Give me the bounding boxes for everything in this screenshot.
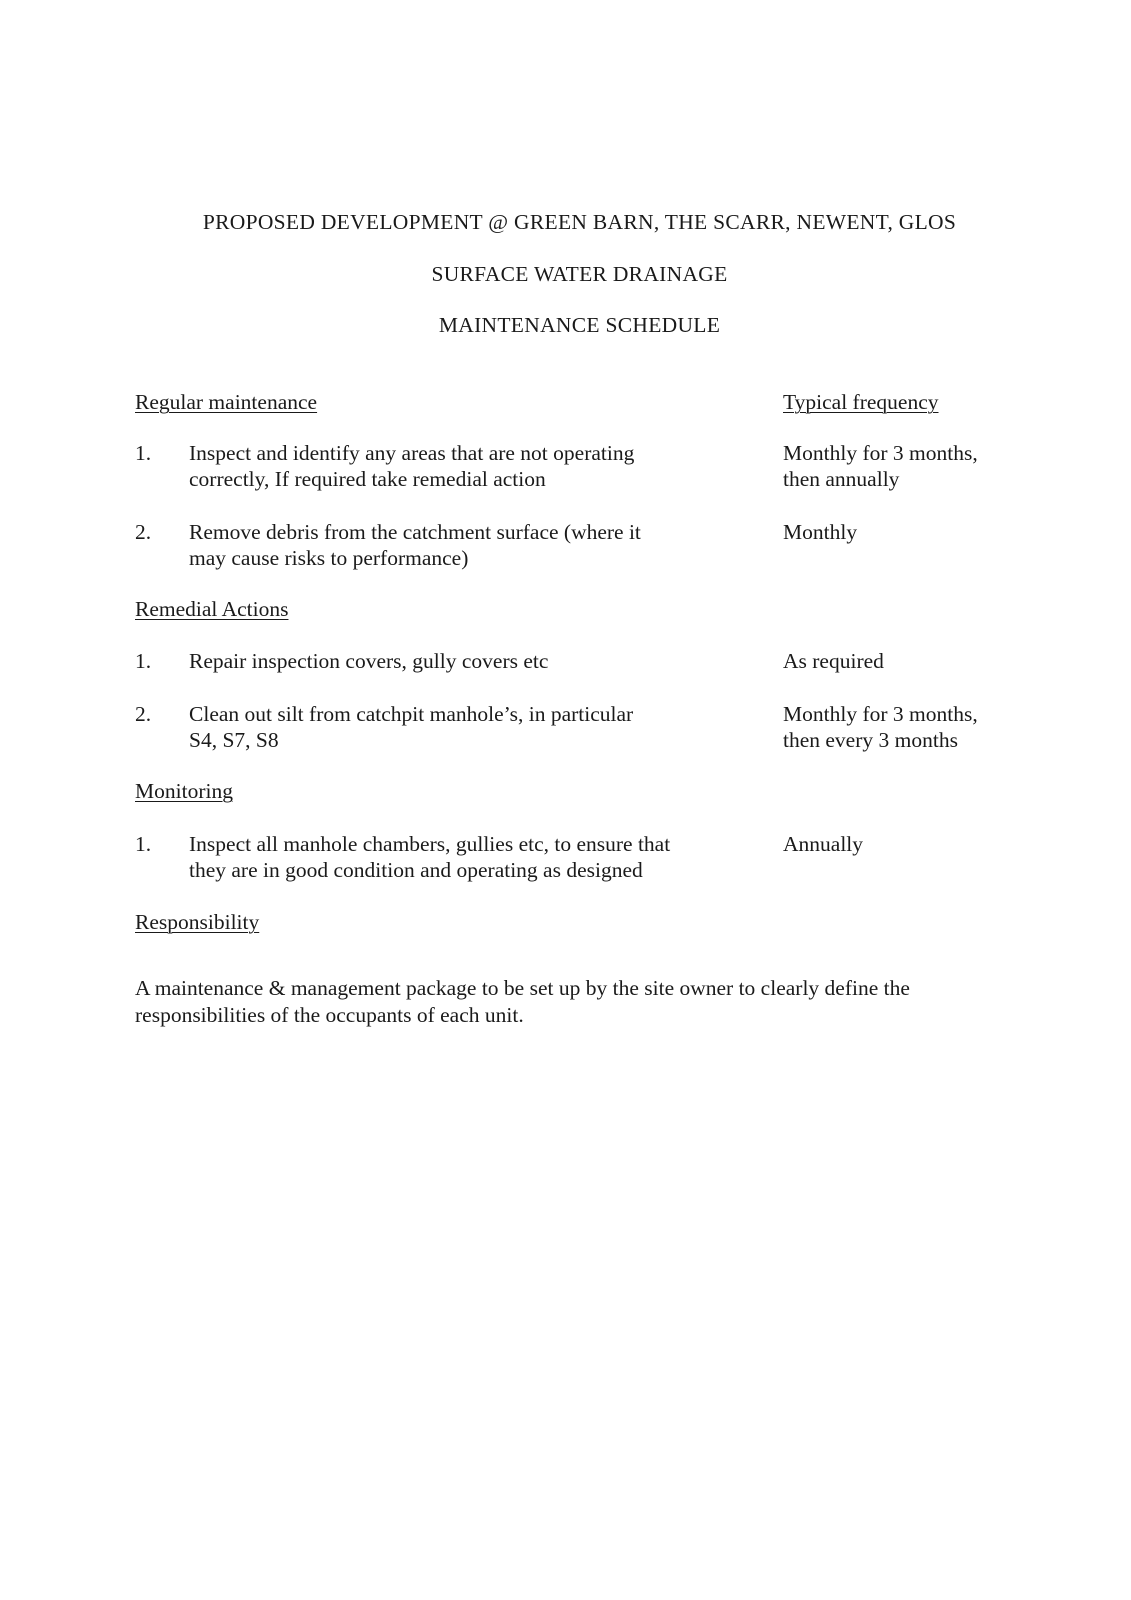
responsibility-paragraph: A maintenance & management package to be set up by the site owner to clearly define the responsibilities of the occupants of each unit.: [135, 976, 910, 1027]
item-number: 1.: [135, 649, 152, 673]
item-frequency: Monthly: [783, 520, 858, 544]
schedule-title: MAINTENANCE SCHEDULE: [438, 313, 721, 337]
item-frequency: As required: [783, 649, 884, 673]
item-frequency: Monthly for 3 months,: [783, 441, 978, 465]
monitoring-heading: Monitoring: [135, 779, 233, 803]
item-number: 1.: [135, 441, 152, 465]
item-frequency-cont: then every 3 months: [783, 728, 958, 752]
item-number: 1.: [135, 832, 152, 856]
item-description: Inspect all manhole chambers, gullies etc, to ensure that: [189, 832, 671, 856]
item-description-cont: S4, S7, S8: [189, 728, 279, 752]
item-number: 2.: [135, 520, 152, 544]
regular-maintenance-heading: Regular maintenance: [135, 390, 318, 414]
remedial-actions-heading: Remedial Actions: [135, 597, 289, 621]
item-description-cont: they are in good condition and operating as designed: [189, 858, 643, 882]
typical-frequency-heading: Typical frequency: [783, 390, 939, 414]
item-frequency-cont: then annually: [783, 467, 900, 491]
item-description: Repair inspection covers, gully covers etc: [189, 649, 549, 673]
responsibility-heading: Responsibility: [135, 910, 260, 934]
item-number: 2.: [135, 702, 152, 726]
item-description: Clean out silt from catchpit manhole’s, in particular: [189, 702, 634, 726]
item-description-cont: may cause risks to performance): [189, 546, 469, 570]
item-description: Inspect and identify any areas that are not operating: [189, 441, 635, 465]
document-title: PROPOSED DEVELOPMENT @ GREEN BARN, THE SCARR, NEWENT, GLOS: [202, 210, 957, 234]
item-frequency: Monthly for 3 months,: [783, 702, 978, 726]
item-frequency: Annually: [783, 832, 864, 856]
document-subtitle: SURFACE WATER DRAINAGE: [431, 262, 728, 286]
item-description-cont: correctly, If required take remedial action: [189, 467, 546, 491]
item-description: Remove debris from the catchment surface (where it: [189, 520, 641, 544]
